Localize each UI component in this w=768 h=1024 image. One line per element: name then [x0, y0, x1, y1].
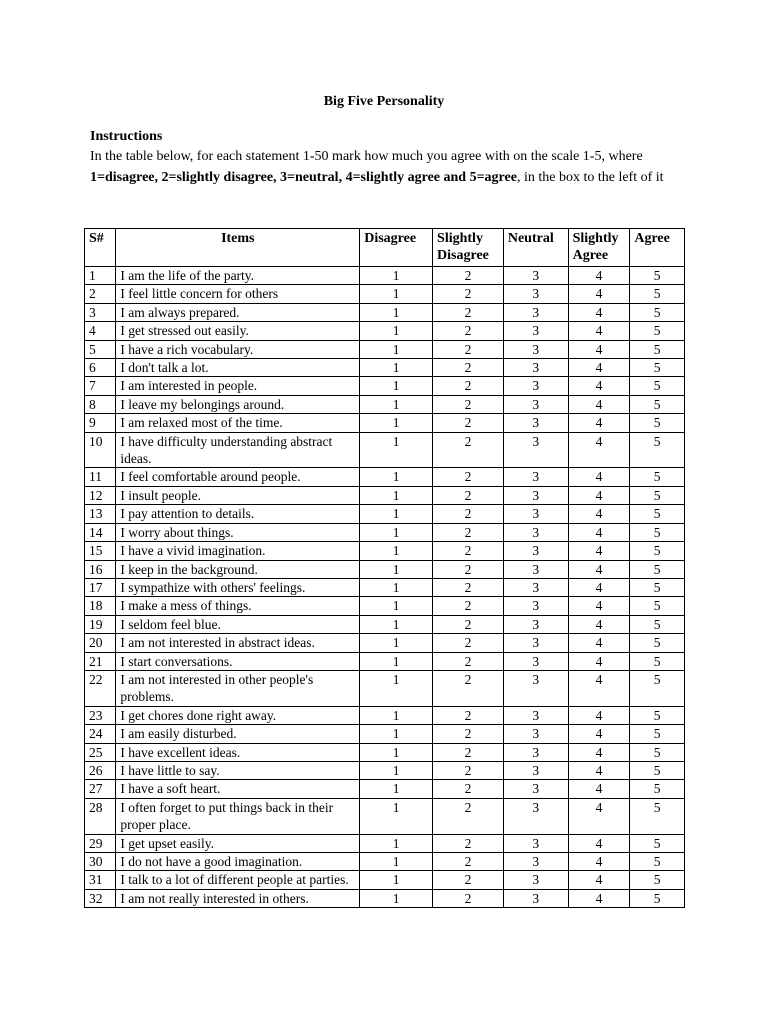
instructions-heading: Instructions	[90, 129, 163, 144]
statement-number: 20	[85, 634, 116, 652]
statement-number: 1	[85, 267, 116, 285]
header-slightly-disagree	[433, 229, 504, 267]
table-row	[85, 670, 685, 706]
header-neutral: Neutral	[503, 229, 568, 267]
option-slightly-disagree[interactable]: 2	[433, 652, 504, 670]
option-slightly-agree[interactable]: 4	[568, 486, 630, 504]
option-agree[interactable]: 5	[630, 468, 685, 486]
option-agree[interactable]: 5	[630, 267, 685, 285]
statement-text: I leave my belongings around.	[116, 395, 360, 413]
table-row	[85, 634, 685, 652]
option-neutral[interactable]: 3	[503, 542, 568, 560]
option-slightly-disagree[interactable]: 2	[433, 743, 504, 761]
statement-text: I keep in the background.	[116, 560, 360, 578]
option-slightly-agree[interactable]: 4	[568, 761, 630, 779]
option-agree[interactable]: 5	[630, 340, 685, 358]
option-disagree[interactable]: 1	[360, 322, 433, 340]
option-disagree[interactable]: 1	[360, 486, 433, 504]
option-slightly-disagree[interactable]: 2	[433, 578, 504, 596]
statement-text: I worry about things.	[116, 523, 360, 541]
option-slightly-agree[interactable]: 4	[568, 853, 630, 871]
option-slightly-agree[interactable]: 4	[568, 889, 630, 907]
option-disagree[interactable]: 1	[360, 780, 433, 798]
option-slightly-agree[interactable]: 4	[568, 285, 630, 303]
statement-text: I often forget to put things back in their proper place.	[116, 798, 360, 834]
option-disagree[interactable]: 1	[360, 523, 433, 541]
questionnaire-table	[84, 228, 685, 908]
statement-text: I feel little concern for others	[116, 285, 360, 303]
option-disagree[interactable]: 1	[360, 542, 433, 560]
option-slightly-agree[interactable]: 4	[568, 597, 630, 615]
option-neutral[interactable]: 3	[503, 615, 568, 633]
statement-number: 6	[85, 359, 116, 377]
option-slightly-agree[interactable]: 4	[568, 303, 630, 321]
option-slightly-agree[interactable]: 4	[568, 834, 630, 852]
option-disagree[interactable]: 1	[360, 505, 433, 523]
option-agree[interactable]: 5	[630, 285, 685, 303]
option-slightly-disagree[interactable]: 2	[433, 340, 504, 358]
statement-number: 18	[85, 597, 116, 615]
instructions-text: In the table below, for each statement 1-50 mark how much you agree with on the scale 1-5, where	[90, 149, 643, 165]
option-agree[interactable]: 5	[630, 652, 685, 670]
scale-definition: 1=disagree, 2=slightly disagree, 3=neutral, 4=slightly agree and 5=agree	[90, 169, 517, 185]
statement-number: 8	[85, 395, 116, 413]
table-row	[85, 486, 685, 504]
option-agree[interactable]: 5	[630, 322, 685, 340]
statement-number: 2	[85, 285, 116, 303]
instructions-block	[90, 127, 680, 188]
option-neutral[interactable]: 3	[503, 414, 568, 432]
option-agree[interactable]: 5	[630, 597, 685, 615]
option-slightly-disagree[interactable]: 2	[433, 468, 504, 486]
option-agree[interactable]: 5	[630, 889, 685, 907]
option-slightly-agree[interactable]: 4	[568, 725, 630, 743]
option-disagree[interactable]: 1	[360, 468, 433, 486]
option-disagree[interactable]: 1	[360, 761, 433, 779]
table-row	[85, 761, 685, 779]
option-slightly-agree[interactable]: 4	[568, 395, 630, 413]
option-disagree[interactable]: 1	[360, 652, 433, 670]
option-agree[interactable]: 5	[630, 615, 685, 633]
statement-text: I talk to a lot of different people at parties.	[116, 871, 360, 889]
option-slightly-agree[interactable]: 4	[568, 267, 630, 285]
statement-text: I do not have a good imagination.	[116, 853, 360, 871]
statement-text: I am relaxed most of the time.	[116, 414, 360, 432]
option-agree[interactable]: 5	[630, 725, 685, 743]
option-neutral[interactable]: 3	[503, 523, 568, 541]
statement-number: 22	[85, 670, 116, 706]
table-row	[85, 578, 685, 596]
option-slightly-disagree[interactable]: 2	[433, 706, 504, 724]
option-neutral[interactable]: 3	[503, 889, 568, 907]
scale-note: , in the box to the left of it	[516, 169, 664, 185]
statement-text: I have a rich vocabulary.	[116, 340, 360, 358]
option-slightly-disagree[interactable]: 2	[433, 853, 504, 871]
option-slightly-agree[interactable]: 4	[568, 432, 630, 468]
statement-text: I am not really interested in others.	[116, 889, 360, 907]
option-disagree[interactable]: 1	[360, 395, 433, 413]
statement-number: 15	[85, 542, 116, 560]
option-disagree[interactable]: 1	[360, 834, 433, 852]
option-neutral[interactable]: 3	[503, 834, 568, 852]
table-row	[85, 414, 685, 432]
option-neutral[interactable]: 3	[503, 725, 568, 743]
table-row	[85, 285, 685, 303]
option-agree[interactable]: 5	[630, 432, 685, 468]
option-slightly-disagree[interactable]: 2	[433, 359, 504, 377]
statement-number: 16	[85, 560, 116, 578]
option-neutral[interactable]: 3	[503, 560, 568, 578]
instructions-scale	[90, 168, 680, 188]
statement-text: I get chores done right away.	[116, 706, 360, 724]
option-disagree[interactable]: 1	[360, 303, 433, 321]
statement-number: 21	[85, 652, 116, 670]
option-slightly-disagree[interactable]: 2	[433, 377, 504, 395]
option-disagree[interactable]: 1	[360, 798, 433, 834]
page-title: Big Five Personality	[323, 94, 445, 109]
statement-number: 4	[85, 322, 116, 340]
option-neutral[interactable]: 3	[503, 634, 568, 652]
statement-number: 19	[85, 615, 116, 633]
statement-text: I feel comfortable around people.	[116, 468, 360, 486]
option-disagree[interactable]: 1	[360, 377, 433, 395]
option-disagree[interactable]: 1	[360, 853, 433, 871]
statement-text: I sympathize with others' feelings.	[116, 578, 360, 596]
statement-number: 13	[85, 505, 116, 523]
option-neutral[interactable]: 3	[503, 670, 568, 706]
option-disagree[interactable]: 1	[360, 889, 433, 907]
statement-number: 10	[85, 432, 116, 468]
option-slightly-disagree[interactable]: 2	[433, 597, 504, 615]
option-slightly-agree[interactable]: 4	[568, 560, 630, 578]
statement-number: 7	[85, 377, 116, 395]
statement-number: 23	[85, 706, 116, 724]
option-slightly-agree[interactable]: 4	[568, 468, 630, 486]
statement-number: 11	[85, 468, 116, 486]
option-neutral[interactable]: 3	[503, 761, 568, 779]
statement-number: 26	[85, 761, 116, 779]
option-agree[interactable]: 5	[630, 303, 685, 321]
option-slightly-agree[interactable]: 4	[568, 505, 630, 523]
option-slightly-agree[interactable]: 4	[568, 578, 630, 596]
option-disagree[interactable]: 1	[360, 560, 433, 578]
option-neutral[interactable]: 3	[503, 395, 568, 413]
option-slightly-agree[interactable]: 4	[568, 670, 630, 706]
option-neutral[interactable]: 3	[503, 505, 568, 523]
option-disagree[interactable]: 1	[360, 597, 433, 615]
option-neutral[interactable]: 3	[503, 798, 568, 834]
table-row	[85, 743, 685, 761]
statement-number: 32	[85, 889, 116, 907]
option-disagree[interactable]: 1	[360, 706, 433, 724]
table-row	[85, 505, 685, 523]
statement-number: 25	[85, 743, 116, 761]
table-row	[85, 303, 685, 321]
option-disagree[interactable]: 1	[360, 634, 433, 652]
option-disagree[interactable]: 1	[360, 340, 433, 358]
option-slightly-agree[interactable]: 4	[568, 871, 630, 889]
option-neutral[interactable]: 3	[503, 359, 568, 377]
table-row	[85, 798, 685, 834]
option-agree[interactable]: 5	[630, 853, 685, 871]
option-agree[interactable]: 5	[630, 761, 685, 779]
statement-number: 31	[85, 871, 116, 889]
statement-number: 9	[85, 414, 116, 432]
option-neutral[interactable]: 3	[503, 303, 568, 321]
statement-text: I am not interested in other people's problems.	[116, 670, 360, 706]
option-disagree[interactable]: 1	[360, 414, 433, 432]
option-slightly-disagree[interactable]: 2	[433, 395, 504, 413]
statement-number: 28	[85, 798, 116, 834]
header-slightly-disagree-line1: Slightly	[437, 231, 483, 246]
option-slightly-agree[interactable]: 4	[568, 542, 630, 560]
option-disagree[interactable]: 1	[360, 432, 433, 468]
option-agree[interactable]: 5	[630, 542, 685, 560]
header-agree: Agree	[630, 229, 685, 267]
statement-number: 30	[85, 853, 116, 871]
header-slightly-disagree-line2: Disagree	[437, 248, 489, 264]
option-agree[interactable]: 5	[630, 780, 685, 798]
option-agree[interactable]: 5	[630, 798, 685, 834]
option-slightly-agree[interactable]: 4	[568, 359, 630, 377]
option-agree[interactable]: 5	[630, 743, 685, 761]
option-slightly-agree[interactable]: 4	[568, 634, 630, 652]
option-slightly-disagree[interactable]: 2	[433, 889, 504, 907]
option-slightly-disagree[interactable]: 2	[433, 322, 504, 340]
table-row	[85, 468, 685, 486]
option-agree[interactable]: 5	[630, 377, 685, 395]
option-slightly-disagree[interactable]: 2	[433, 432, 504, 468]
option-agree[interactable]: 5	[630, 505, 685, 523]
table-row	[85, 395, 685, 413]
table-row	[85, 853, 685, 871]
option-disagree[interactable]: 1	[360, 285, 433, 303]
option-slightly-disagree[interactable]: 2	[433, 414, 504, 432]
option-slightly-disagree[interactable]: 2	[433, 505, 504, 523]
option-agree[interactable]: 5	[630, 359, 685, 377]
option-slightly-disagree[interactable]: 2	[433, 560, 504, 578]
option-agree[interactable]: 5	[630, 523, 685, 541]
option-slightly-agree[interactable]: 4	[568, 615, 630, 633]
table-row	[85, 432, 685, 468]
header-disagree: Disagree	[360, 229, 433, 267]
table-row	[85, 780, 685, 798]
table-row	[85, 834, 685, 852]
statement-number: 29	[85, 834, 116, 852]
option-neutral[interactable]: 3	[503, 267, 568, 285]
option-slightly-disagree[interactable]: 2	[433, 486, 504, 504]
table-row	[85, 871, 685, 889]
statement-text: I have little to say.	[116, 761, 360, 779]
option-slightly-agree[interactable]: 4	[568, 798, 630, 834]
statement-text: I get upset easily.	[116, 834, 360, 852]
option-agree[interactable]: 5	[630, 871, 685, 889]
option-agree[interactable]: 5	[630, 395, 685, 413]
table-row	[85, 706, 685, 724]
option-agree[interactable]: 5	[630, 414, 685, 432]
option-slightly-agree[interactable]: 4	[568, 780, 630, 798]
statement-text: I have a soft heart.	[116, 780, 360, 798]
table-row	[85, 597, 685, 615]
option-slightly-agree[interactable]: 4	[568, 523, 630, 541]
option-agree[interactable]: 5	[630, 834, 685, 852]
option-disagree[interactable]: 1	[360, 725, 433, 743]
statement-text: I start conversations.	[116, 652, 360, 670]
option-agree[interactable]: 5	[630, 670, 685, 706]
option-neutral[interactable]: 3	[503, 780, 568, 798]
header-slightly-agree	[568, 229, 630, 267]
statement-text: I am always prepared.	[116, 303, 360, 321]
option-neutral[interactable]: 3	[503, 652, 568, 670]
option-disagree[interactable]: 1	[360, 743, 433, 761]
option-neutral[interactable]: 3	[503, 322, 568, 340]
questionnaire-body	[85, 267, 685, 908]
option-slightly-disagree[interactable]: 2	[433, 834, 504, 852]
table-row	[85, 322, 685, 340]
table-row	[85, 267, 685, 285]
table-row	[85, 523, 685, 541]
option-neutral[interactable]: 3	[503, 285, 568, 303]
statement-number: 12	[85, 486, 116, 504]
statement-text: I get stressed out easily.	[116, 322, 360, 340]
option-disagree[interactable]: 1	[360, 359, 433, 377]
option-agree[interactable]: 5	[630, 634, 685, 652]
option-neutral[interactable]: 3	[503, 468, 568, 486]
statement-text: I seldom feel blue.	[116, 615, 360, 633]
table-row	[85, 652, 685, 670]
statement-number: 14	[85, 523, 116, 541]
table-row	[85, 615, 685, 633]
option-slightly-disagree[interactable]: 2	[433, 615, 504, 633]
option-slightly-agree[interactable]: 4	[568, 652, 630, 670]
option-slightly-disagree[interactable]: 2	[433, 780, 504, 798]
option-slightly-agree[interactable]: 4	[568, 340, 630, 358]
statement-text: I am the life of the party.	[116, 267, 360, 285]
option-slightly-disagree[interactable]: 2	[433, 871, 504, 889]
option-neutral[interactable]: 3	[503, 706, 568, 724]
table-row	[85, 542, 685, 560]
option-disagree[interactable]: 1	[360, 267, 433, 285]
table-row	[85, 377, 685, 395]
option-neutral[interactable]: 3	[503, 432, 568, 468]
option-slightly-agree[interactable]: 4	[568, 743, 630, 761]
statement-text: I make a mess of things.	[116, 597, 360, 615]
statement-text: I pay attention to details.	[116, 505, 360, 523]
statement-text: I am easily disturbed.	[116, 725, 360, 743]
table-row	[85, 560, 685, 578]
statement-number: 5	[85, 340, 116, 358]
option-slightly-agree[interactable]: 4	[568, 322, 630, 340]
option-slightly-disagree[interactable]: 2	[433, 523, 504, 541]
statement-number: 27	[85, 780, 116, 798]
option-neutral[interactable]: 3	[503, 743, 568, 761]
statement-text: I insult people.	[116, 486, 360, 504]
option-neutral[interactable]: 3	[503, 853, 568, 871]
table-row	[85, 725, 685, 743]
option-slightly-disagree[interactable]: 2	[433, 542, 504, 560]
header-slightly-agree-line1: Slightly	[572, 231, 619, 246]
header-number: S#	[85, 229, 116, 267]
option-slightly-disagree[interactable]: 2	[433, 670, 504, 706]
statement-number: 17	[85, 578, 116, 596]
statement-text: I have difficulty understanding abstract ideas.	[116, 432, 360, 468]
option-agree[interactable]: 5	[630, 706, 685, 724]
option-disagree[interactable]: 1	[360, 615, 433, 633]
statement-text: I have a vivid imagination.	[116, 542, 360, 560]
statement-text: I don't talk a lot.	[116, 359, 360, 377]
header-slightly-agree-line2: Agree	[572, 248, 609, 264]
option-slightly-disagree[interactable]: 2	[433, 285, 504, 303]
option-neutral[interactable]: 3	[503, 377, 568, 395]
statement-number: 3	[85, 303, 116, 321]
statement-text: I am not interested in abstract ideas.	[116, 634, 360, 652]
header-row	[85, 229, 685, 267]
statement-text: I have excellent ideas.	[116, 743, 360, 761]
option-agree[interactable]: 5	[630, 578, 685, 596]
option-slightly-agree[interactable]: 4	[568, 706, 630, 724]
option-neutral[interactable]: 3	[503, 486, 568, 504]
option-slightly-disagree[interactable]: 2	[433, 725, 504, 743]
option-disagree[interactable]: 1	[360, 871, 433, 889]
table-row	[85, 359, 685, 377]
option-slightly-disagree[interactable]: 2	[433, 798, 504, 834]
option-slightly-disagree[interactable]: 2	[433, 303, 504, 321]
option-slightly-disagree[interactable]: 2	[433, 761, 504, 779]
option-slightly-disagree[interactable]: 2	[433, 634, 504, 652]
option-agree[interactable]: 5	[630, 560, 685, 578]
option-slightly-agree[interactable]: 4	[568, 414, 630, 432]
header-items: Items	[116, 229, 360, 267]
option-slightly-agree[interactable]: 4	[568, 377, 630, 395]
option-neutral[interactable]: 3	[503, 597, 568, 615]
option-neutral[interactable]: 3	[503, 340, 568, 358]
option-neutral[interactable]: 3	[503, 578, 568, 596]
statement-text: I am interested in people.	[116, 377, 360, 395]
option-disagree[interactable]: 1	[360, 670, 433, 706]
option-disagree[interactable]: 1	[360, 578, 433, 596]
statement-number: 24	[85, 725, 116, 743]
table-row	[85, 889, 685, 907]
option-neutral[interactable]: 3	[503, 871, 568, 889]
option-agree[interactable]: 5	[630, 486, 685, 504]
option-slightly-disagree[interactable]: 2	[433, 267, 504, 285]
table-row	[85, 340, 685, 358]
